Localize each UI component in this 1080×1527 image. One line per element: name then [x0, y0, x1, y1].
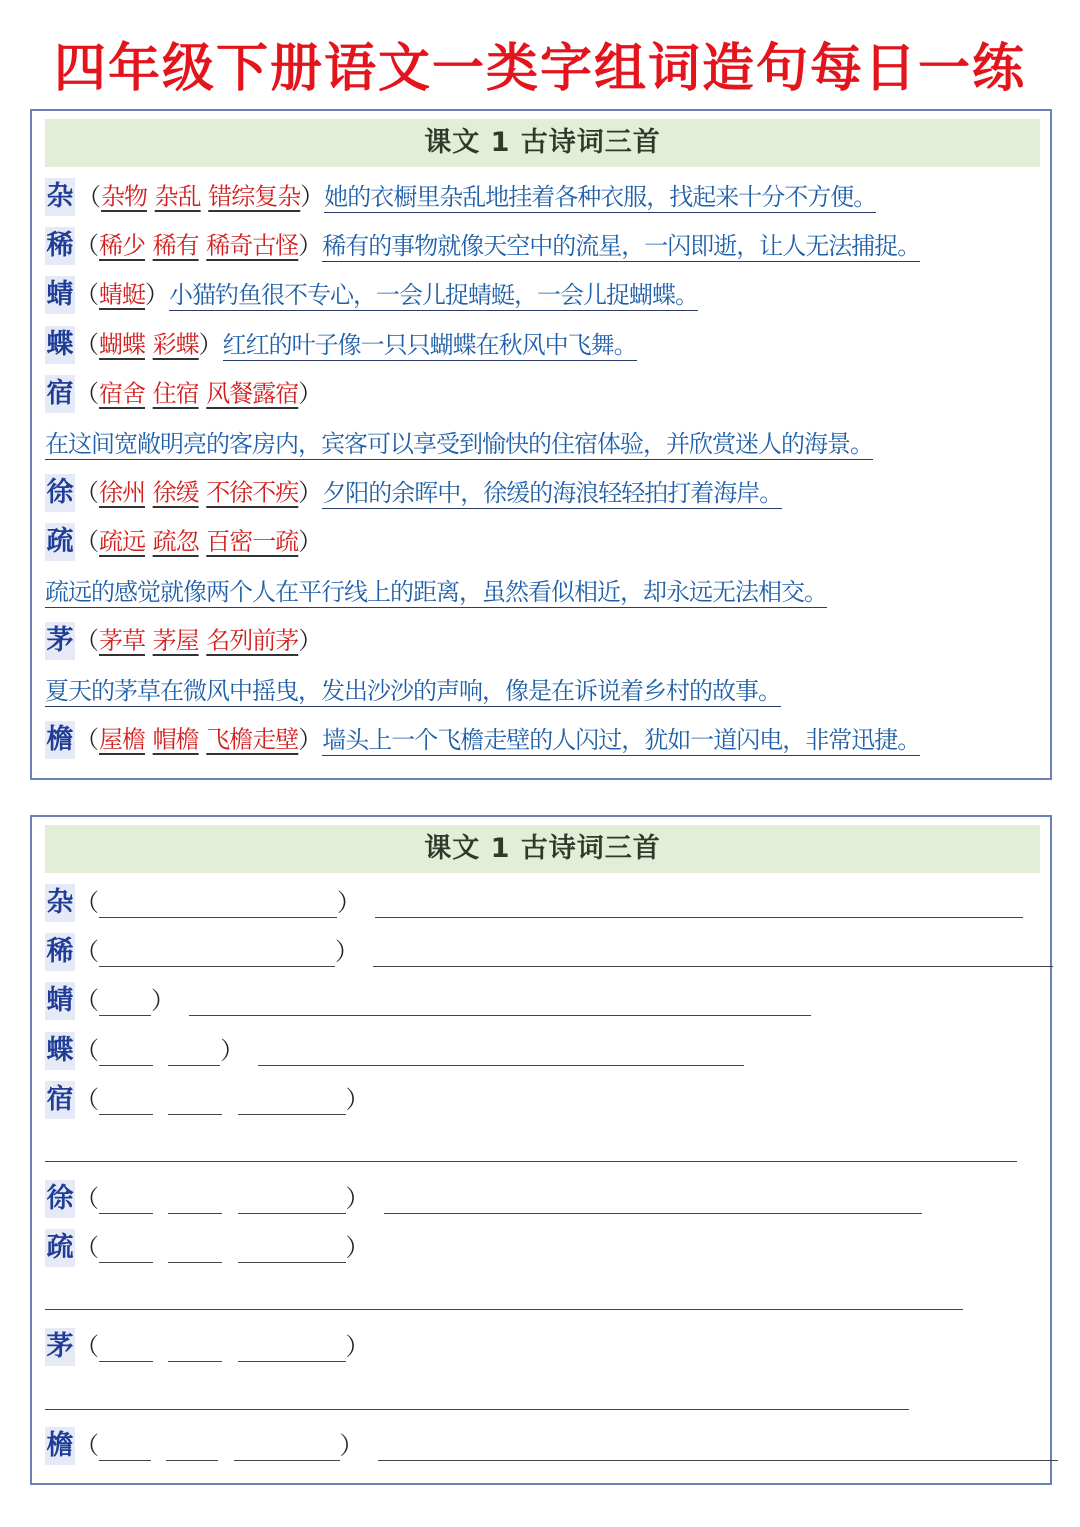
sentence: 稀有的事物就像天空中的流星，一闪即逝，让人无法捕捉。 — [322, 231, 921, 260]
sentence-blank[interactable] — [45, 1161, 1017, 1162]
paren-open: （ — [75, 231, 99, 260]
word-blank[interactable] — [99, 985, 151, 1016]
word: 稀奇古怪 — [206, 231, 299, 260]
word: 徐州 — [99, 478, 145, 507]
paren-open: （ — [75, 725, 99, 754]
paren-close: ） — [345, 1184, 370, 1213]
paren-close: ） — [220, 1036, 245, 1065]
word: 风餐露宿 — [206, 379, 299, 408]
entry-row — [45, 272, 698, 314]
entry-sentence-row — [45, 569, 827, 611]
entry-char: 蜻 — [45, 982, 75, 1020]
word: 徐缓 — [152, 478, 199, 507]
word: 错综复杂 — [208, 182, 301, 211]
paren-open: （ — [75, 937, 99, 966]
entry-char: 稀 — [45, 933, 75, 971]
sentence-blank[interactable] — [378, 1430, 1058, 1461]
word-blank[interactable] — [99, 1183, 153, 1214]
paren-close: ） — [298, 478, 323, 507]
word: 名列前茅 — [206, 626, 299, 655]
entry-char: 疏 — [45, 523, 75, 561]
paren-open: （ — [75, 1233, 99, 1262]
sentence-blank[interactable] — [258, 1035, 744, 1066]
word: 茅草 — [99, 626, 145, 655]
paren-open: （ — [75, 280, 99, 309]
lesson-heading: 课文 1 古诗词三首 — [45, 825, 1040, 873]
word-blank[interactable] — [99, 936, 335, 967]
paren-close: ） — [298, 379, 323, 408]
word: 疏远 — [99, 527, 145, 556]
entry-char: 杂 — [45, 178, 75, 216]
entry-row — [45, 371, 322, 413]
paren-open: （ — [75, 1332, 99, 1361]
answer-panel — [30, 109, 1052, 780]
entry-char: 宿 — [45, 1081, 75, 1119]
paren-close: ） — [151, 986, 175, 1015]
word: 宿舍 — [99, 379, 145, 408]
word: 飞檐走壁 — [206, 725, 299, 754]
paren-open: （ — [75, 478, 99, 507]
word-blank[interactable] — [99, 1232, 153, 1263]
word-blank[interactable] — [99, 1430, 151, 1461]
paren-close: ） — [339, 1431, 364, 1460]
word: 住宿 — [152, 379, 199, 408]
sentence: 夏天的茅草在微风中摇曳，发出沙沙的声响，像是在诉说着乡村的故事。 — [45, 676, 781, 705]
page-title: 四年级下册语文一类字组词造句每日一练 — [53, 39, 1026, 99]
sentence: 夕阳的余晖中，徐缓的海浪轻轻拍打着海岸。 — [322, 478, 783, 507]
word-blank[interactable] — [168, 1084, 222, 1115]
paren-close: ） — [345, 1332, 370, 1361]
word: 稀有 — [152, 231, 199, 260]
sentence: 她的衣橱里杂乱地挂着各种衣服，找起来十分不方便。 — [324, 182, 877, 211]
entry-char: 徐 — [45, 1180, 75, 1218]
word: 屋檐 — [99, 725, 145, 754]
paren-close: ） — [298, 626, 323, 655]
word: 茅屋 — [152, 626, 199, 655]
practice-row — [45, 880, 1023, 922]
word-blank[interactable] — [168, 1331, 222, 1362]
entry-char: 茅 — [45, 622, 75, 660]
entry-row — [45, 223, 920, 265]
practice-row — [45, 1077, 370, 1119]
word: 蝴蝶 — [99, 330, 145, 359]
paren-open: （ — [75, 1036, 99, 1065]
sentence: 墙头上一个飞檐走壁的人闪过，犹如一道闪电，非常迅捷。 — [322, 725, 921, 754]
practice-row — [45, 978, 811, 1020]
entry-row — [45, 717, 920, 759]
paren-open: （ — [75, 888, 99, 917]
word-blank[interactable] — [166, 1430, 218, 1461]
word-blank[interactable] — [238, 1232, 346, 1263]
entry-row — [45, 322, 637, 364]
sentence: 小猫钓鱼很不专心，一会儿捉蜻蜓，一会儿捉蝴蝶。 — [169, 280, 698, 309]
word-blank[interactable] — [99, 1084, 153, 1115]
word-blank[interactable] — [99, 1035, 153, 1066]
paren-open: （ — [77, 182, 101, 211]
word: 蜻蜓 — [99, 280, 145, 309]
entry-char: 檐 — [45, 721, 75, 759]
paren-close: ） — [335, 937, 359, 966]
word-blank[interactable] — [99, 887, 337, 918]
entry-row — [45, 174, 876, 216]
sentence-blank[interactable] — [45, 1309, 963, 1310]
word: 不徐不疾 — [206, 478, 299, 507]
paren-open: （ — [75, 1184, 99, 1213]
practice-row — [45, 1028, 744, 1070]
entry-char: 杂 — [45, 884, 75, 922]
entry-row — [45, 470, 782, 512]
paren-close: ） — [145, 280, 169, 309]
word: 帽檐 — [152, 725, 199, 754]
entry-char: 疏 — [45, 1229, 75, 1267]
practice-row — [45, 1423, 1058, 1465]
practice-row — [45, 1225, 370, 1267]
word-blank[interactable] — [168, 1035, 220, 1066]
word: 杂物 — [101, 182, 147, 211]
sentence-blank[interactable] — [373, 936, 1053, 967]
sentence-blank[interactable] — [189, 985, 811, 1016]
word: 彩蝶 — [152, 330, 199, 359]
sentence-blank[interactable] — [375, 887, 1023, 918]
practice-row — [45, 1176, 922, 1218]
sentence-blank[interactable] — [45, 1409, 909, 1410]
word-blank[interactable] — [238, 1331, 346, 1362]
paren-open: （ — [75, 527, 99, 556]
entry-char: 宿 — [45, 375, 75, 413]
entry-char: 稀 — [45, 227, 75, 265]
word-blank[interactable] — [168, 1232, 222, 1263]
paren-close: ） — [298, 231, 323, 260]
paren-close: ） — [298, 725, 323, 754]
sentence: 疏远的感觉就像两个人在平行线上的距离，虽然看似相近，却永远无法相交。 — [45, 577, 827, 606]
paren-close: ） — [345, 1233, 370, 1262]
paren-close: ） — [300, 182, 325, 211]
entry-char: 蝶 — [45, 1032, 75, 1070]
paren-open: （ — [75, 379, 99, 408]
word-blank[interactable] — [234, 1430, 340, 1461]
entry-sentence-row — [45, 668, 781, 710]
paren-close: ） — [345, 1085, 370, 1114]
sentence: 在这间宽敞明亮的客房内，宾客可以享受到愉快的住宿体验，并欣赏迷人的海景。 — [45, 429, 873, 458]
sentence-blank[interactable] — [384, 1183, 922, 1214]
word-blank[interactable] — [168, 1183, 222, 1214]
paren-close: ） — [198, 330, 223, 359]
entry-char: 徐 — [45, 474, 75, 512]
paren-close: ） — [337, 888, 361, 917]
practice-row — [45, 1324, 370, 1366]
entry-char: 檐 — [45, 1427, 75, 1465]
word-blank[interactable] — [238, 1183, 346, 1214]
practice-row — [45, 929, 1053, 971]
entry-char: 蜻 — [45, 276, 75, 314]
lesson-heading: 课文 1 古诗词三首 — [45, 119, 1040, 167]
paren-open: （ — [75, 626, 99, 655]
entry-char: 蝶 — [45, 326, 75, 364]
word: 稀少 — [99, 231, 145, 260]
word-blank[interactable] — [238, 1084, 346, 1115]
word: 百密一疏 — [206, 527, 299, 556]
paren-open: （ — [75, 986, 99, 1015]
word: 杂乱 — [154, 182, 201, 211]
word: 疏忽 — [152, 527, 199, 556]
paren-open: （ — [75, 1431, 99, 1460]
paren-close: ） — [298, 527, 323, 556]
entry-sentence-row — [45, 421, 873, 463]
paren-open: （ — [75, 330, 99, 359]
word-blank[interactable] — [99, 1331, 153, 1362]
entry-char: 茅 — [45, 1328, 75, 1366]
entry-row — [45, 618, 322, 660]
paren-open: （ — [75, 1085, 99, 1114]
entry-row — [45, 519, 322, 561]
sentence: 红红的叶子像一只只蝴蝶在秋风中飞舞。 — [222, 330, 637, 359]
practice-panel — [30, 815, 1052, 1485]
